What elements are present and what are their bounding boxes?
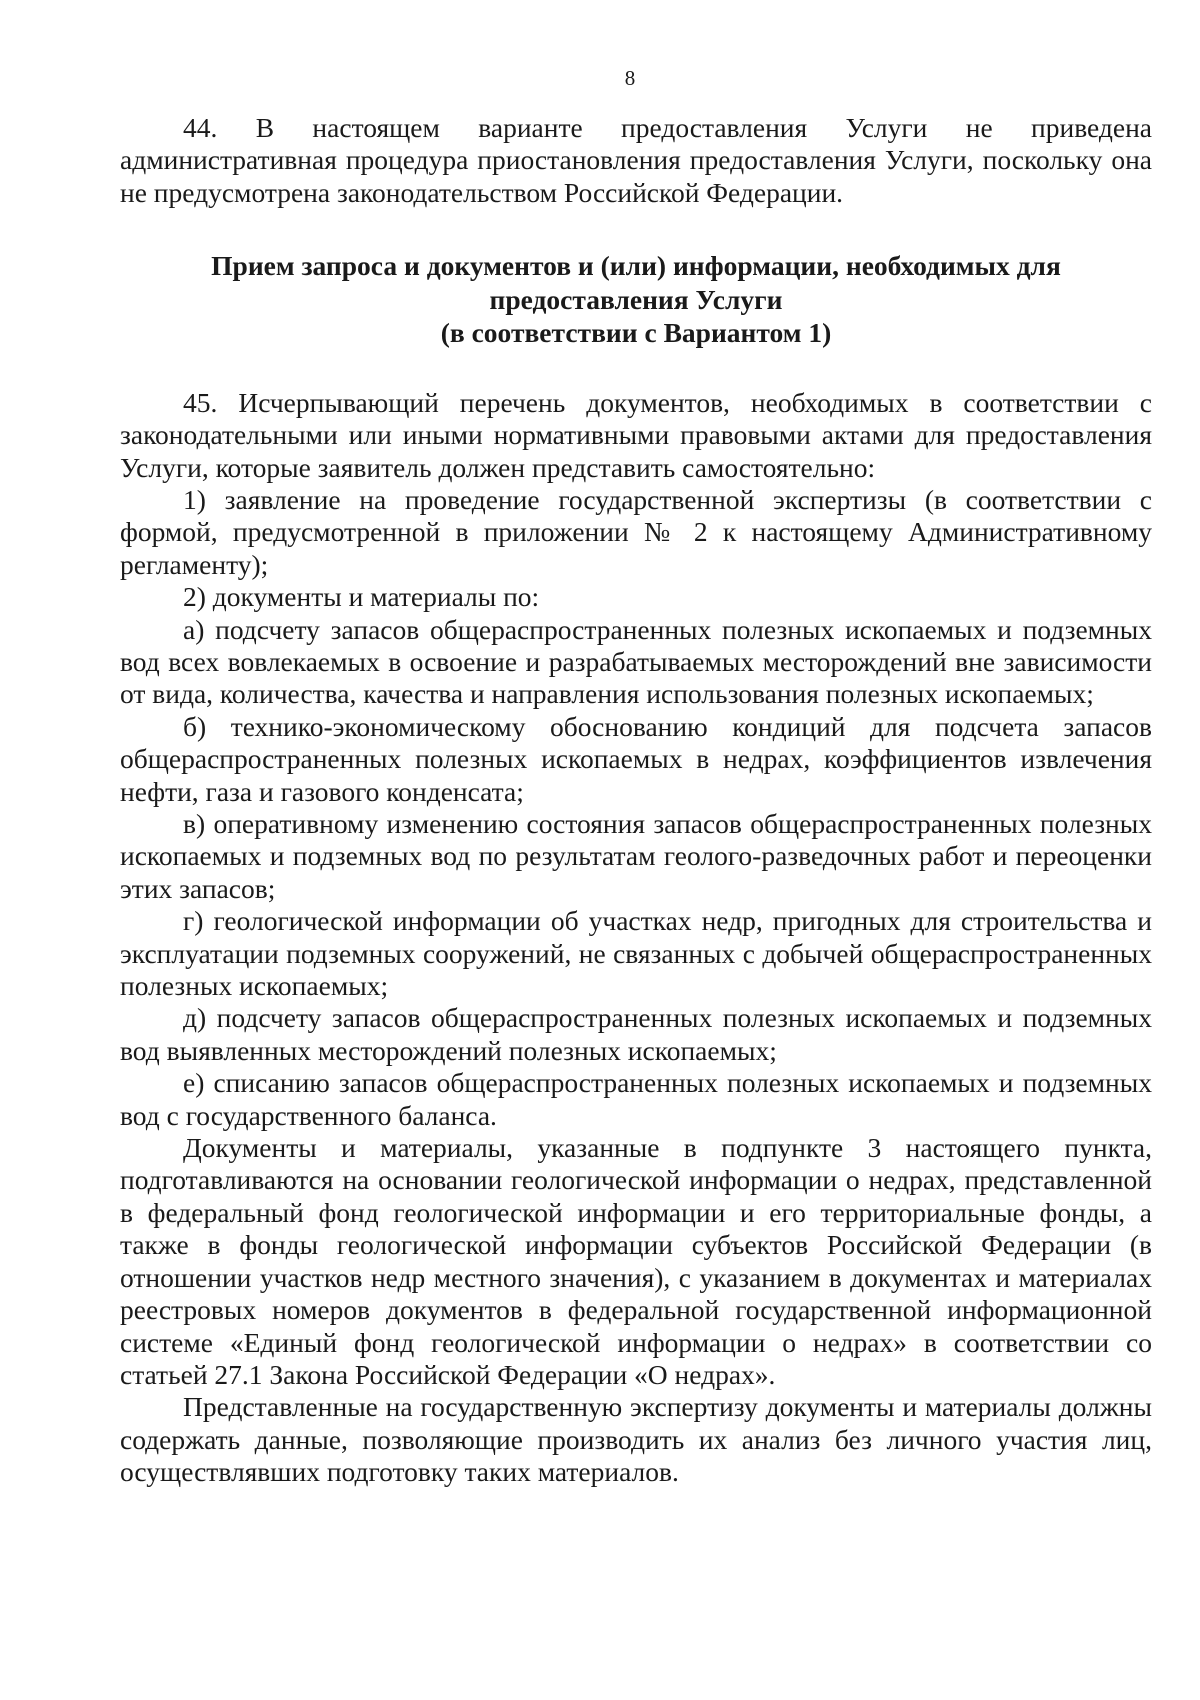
paragraph-final: Представленные на государственную экспертизу документы и материалы должны содержать данные, позволяющие производить их анализ без личного участия лиц, осуществлявших подготовку таких материалов. — [120, 1391, 1152, 1488]
sub-item-g: г) геологической информации об участках недр, пригодных для строительства и эксплуатации подземных сооружений, не связанных с добычей общераспространенных полезных ископаемых; — [120, 905, 1152, 1002]
sub-item-b: б) технико-экономическому обоснованию кондиций для подсчета запасов общераспространенных полезных ископаемых в недрах, коэффициентов извлечения нефти, газа и газового конденсата; — [120, 710, 1152, 807]
section-heading-line-1: Прием запроса и документов и (или) информации, необходимых для — [211, 250, 1061, 282]
sub-item-e: е) списанию запасов общераспространенных полезных ископаемых и подземных вод с государственного баланса. — [120, 1067, 1152, 1131]
paragraph-44: 44. В настоящем варианте предоставления Услуги не приведена административная процедура приостановления предоставления Услуги, поскольку она не предусмотрена законодательством Российской Федерации. — [120, 112, 1152, 208]
page-number: 8 — [624, 66, 636, 90]
document-body — [120, 112, 1152, 1489]
sub-item-a: а) подсчету запасов общераспространенных полезных ископаемых и подземных вод всех вовлекаемых в освоение и разрабатываемых месторождений вне зависимости от вида, количества, качества и направления использования полезных ископаемых; — [120, 613, 1152, 710]
list-item-2: 2) документы и материалы по: — [183, 581, 540, 613]
sub-item-d: д) подсчету запасов общераспространенных полезных ископаемых и подземных вод выявленных месторождений полезных ископаемых; — [120, 1002, 1152, 1066]
list-item-1: 1) заявление на проведение государственной экспертизы (в соответствии с формой, предусмотренной в приложении № 2 к настоящему Административному регламенту); — [120, 483, 1152, 580]
section-heading-line-3: (в соответствии с Вариантом 1) — [440, 317, 832, 349]
section-heading-line-2: предоставления Услуги — [489, 283, 783, 315]
section-heading — [120, 249, 1152, 350]
paragraph-documents: Документы и материалы, указанные в подпункте 3 настоящего пункта, подготавливаются на основании геологической информации о недрах, представленной в федеральный фонд геологической информации и его территориальные фонды, а также в фонды геологической информации субъектов Российской Федерации (в отношении участков недр местного значения), с указанием в документах и материалах реестровых номеров документов в федеральной государственной информационной системе «Единый фонд геологической информации о недрах» в соответствии со статьей 27.1 Закона Российской Федерации «О недрах». — [120, 1132, 1152, 1390]
paragraph-45: 45. Исчерпывающий перечень документов, необходимых в соответствии с законодательными или иными нормативными правовыми актами для предоставления Услуги, которые заявитель должен представить самостоятельно: — [120, 386, 1152, 483]
sub-item-v: в) оперативному изменению состояния запасов общераспространенных полезных ископаемых и подземных вод по результатам геолого-разведочных работ и переоценки этих запасов; — [120, 808, 1152, 904]
